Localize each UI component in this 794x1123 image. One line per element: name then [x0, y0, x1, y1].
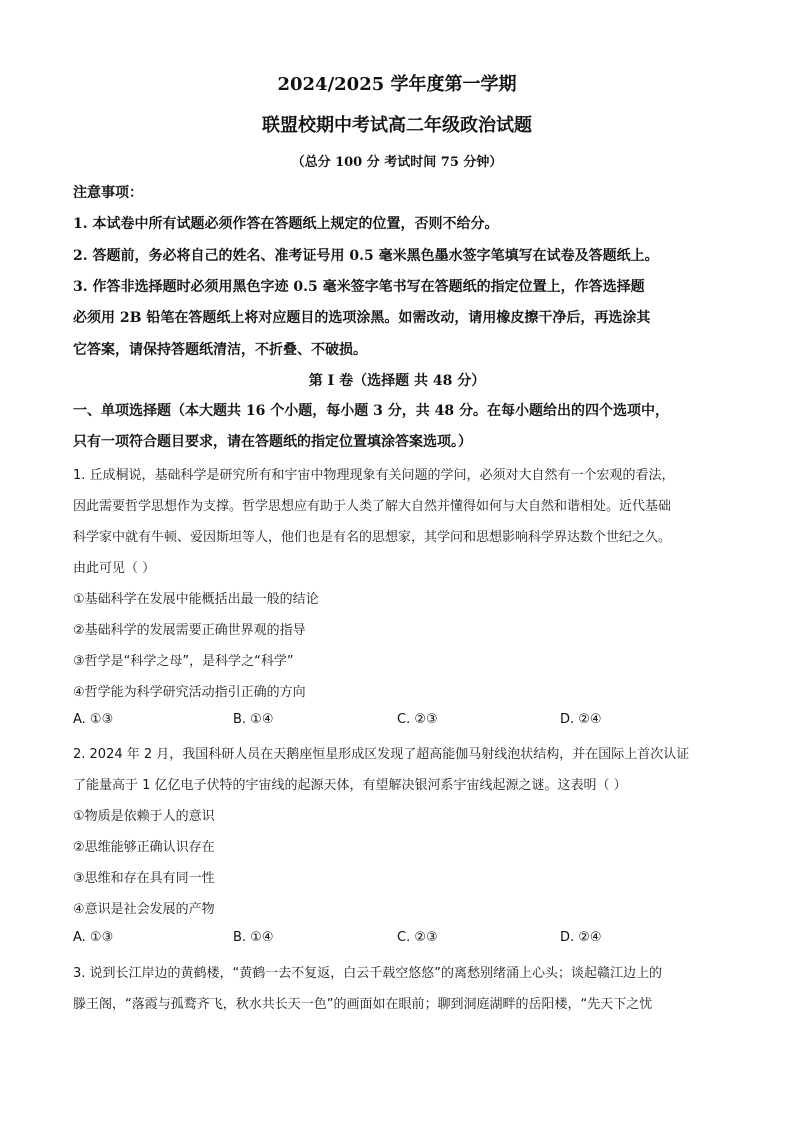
exam-meta: （总分 100 分 考试时间 75 分钟）: [291, 155, 503, 170]
question-statement: ②基础科学的发展需要正确世界观的指导: [73, 623, 306, 638]
option-a: A. ①③: [73, 930, 114, 945]
notice-item: 1. 本试卷中所有试题必须作答在答题纸上规定的位置，否则不给分。: [73, 216, 499, 232]
option-b: B. ①④: [233, 712, 274, 727]
option-b: B. ①④: [233, 930, 274, 945]
question-text: 了能量高于 1 亿亿电子伏特的宇宙线的起源天体，有望解决银河系宇宙线起源之谜。这表明（ ）: [73, 778, 627, 793]
notice-item: 它答案，请保持答题纸清洁，不折叠、不破损。: [73, 342, 367, 358]
question-statement: ①基础科学在发展中能概括出最一般的结论: [73, 592, 319, 607]
option-c: C. ②③: [397, 930, 438, 945]
section-instruction: 只有一项符合题目要求，请在答题纸的指定位置填涂答案选项。）: [73, 434, 472, 450]
question-statement: ④意识是社会发展的产物: [73, 902, 215, 917]
notice-item: 3. 作答非选择题时必须用黑色字迹 0.5 毫米签字笔书写在答题纸的指定位置上，作答选择题: [73, 279, 645, 295]
notice-item: 2. 答题前，务必将自己的姓名、准考证号用 0.5 毫米黑色墨水签字笔填写在试卷及答题纸上。: [73, 248, 659, 264]
year-line: 2024/2025 学年度第一学期: [277, 74, 517, 95]
option-a: A. ①③: [73, 712, 114, 727]
question-text: 因此需要哲学思想作为支撑。哲学思想应有助于人类了解大自然并懂得如何与大自然和谐相处。近代基础: [73, 499, 672, 514]
option-c: C. ②③: [397, 712, 438, 727]
option-d: D. ②④: [560, 712, 602, 727]
question-text: 1. 丘成桐说，基础科学是研究所有和宇宙中物理现象有关问题的学问，必须对大自然有一个宏观的看法，: [73, 468, 675, 483]
option-d: D. ②④: [560, 930, 602, 945]
question-text: 2. 2024 年 2 月，我国科研人员在天鹅座恒星形成区发现了超高能伽马射线泡状结构，并在国际上首次认证: [73, 747, 690, 762]
notice-heading: 注意事项：: [73, 185, 143, 201]
notice-item: 必须用 2B 铅笔在答题纸上将对应题目的选项涂黑。如需改动，请用橡皮擦干净后，再选涂其: [73, 310, 651, 326]
section-instruction: 一、单项选择题（本大题共 16 个小题，每小题 3 分，共 48 分。在每小题给出的四个选项中，: [73, 403, 669, 419]
question-text: 由此可见（ ）: [73, 561, 156, 576]
question-statement: ①物质是依赖于人的意识: [73, 809, 215, 824]
question-statement: ②思维能够正确认识存在: [73, 840, 215, 855]
question-statement: ③哲学是“科学之母”，是科学之“科学”: [73, 654, 294, 669]
exam-title: 联盟校期中考试高二年级政治试题: [262, 115, 532, 136]
question-statement: ④哲学能为科学研究活动指引正确的方向: [73, 685, 306, 700]
question-text: 滕王阁，“落霞与孤鹜齐飞，秋水共长天一色”的画面如在眼前；聊到洞庭湖畔的岳阳楼，“先天下之忧: [73, 997, 653, 1012]
question-text: 3. 说到长江岸边的黄鹤楼，“黄鹤一去不复返，白云千载空悠悠”的离愁别绪涌上心头；谈起赣江边上的: [73, 966, 663, 981]
section-title: 第 I 卷（选择题 共 48 分）: [308, 373, 486, 389]
question-statement: ③思维和存在具有同一性: [73, 871, 215, 886]
question-text: 科学家中就有牛顿、爱因斯坦等人，他们也是有名的思想家，其学问和思想影响科学界达数个世纪之久。: [73, 530, 672, 545]
